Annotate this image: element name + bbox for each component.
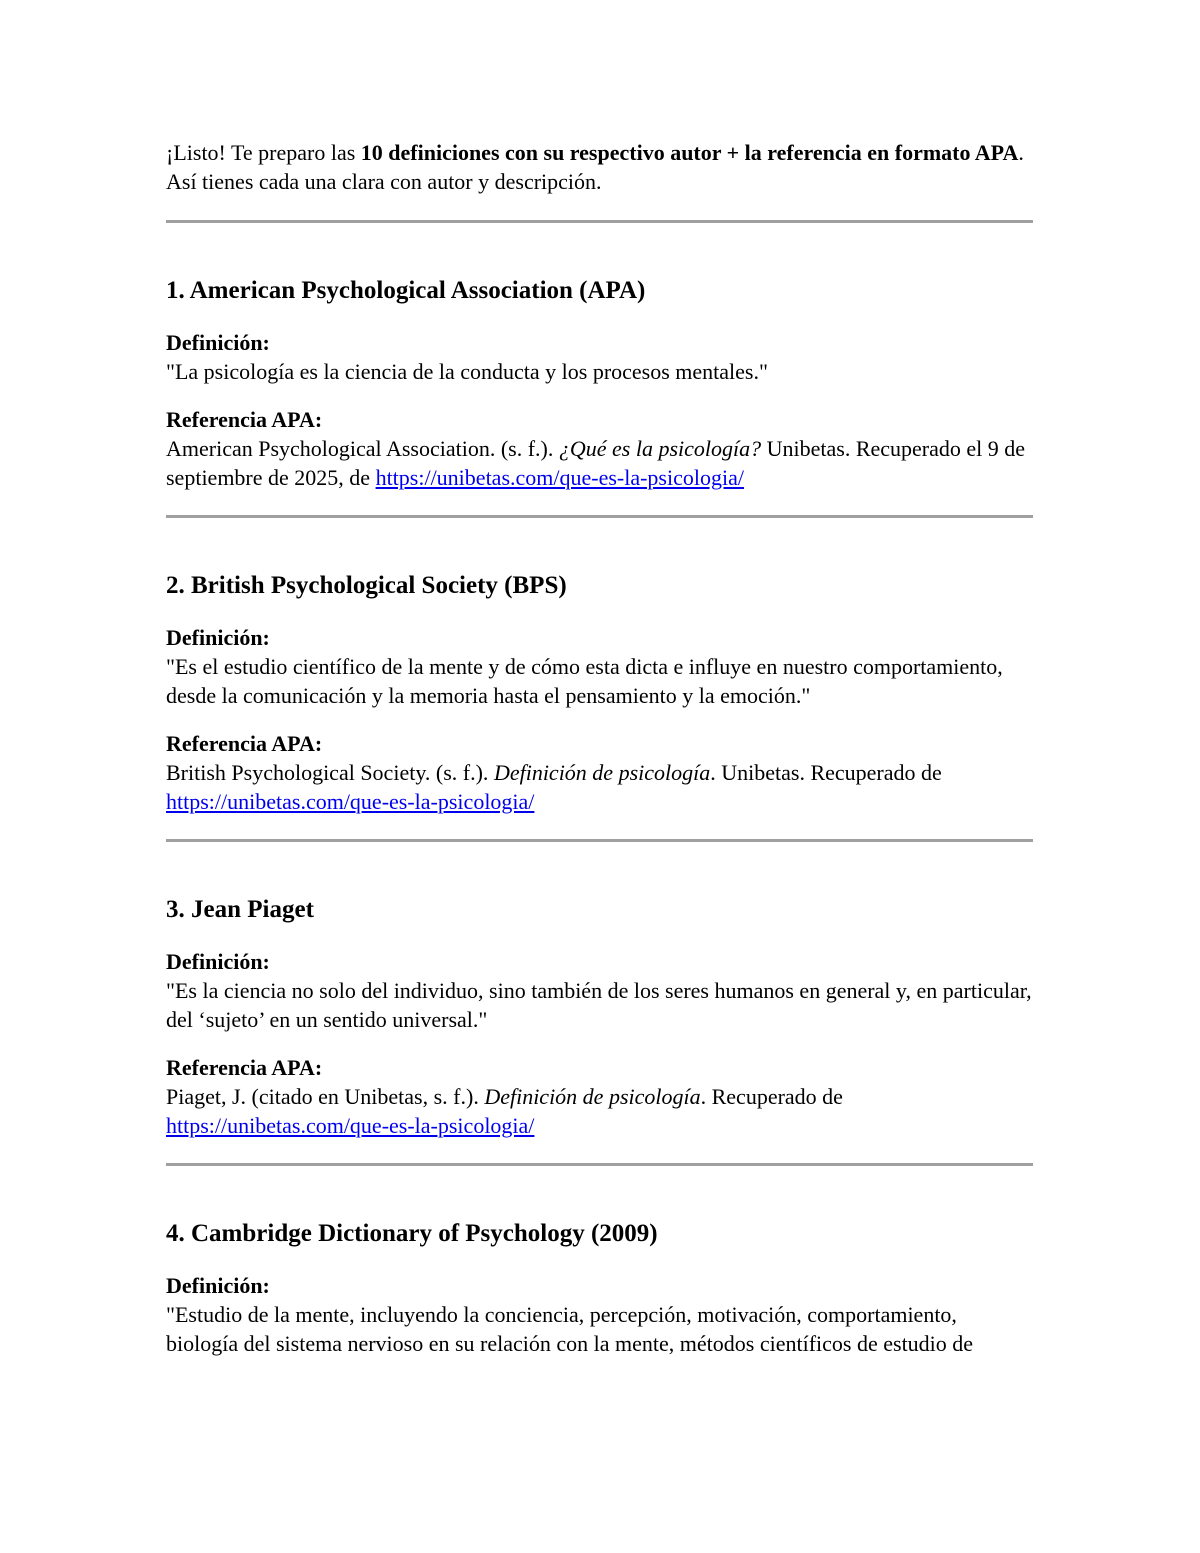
- horizontal-divider: [166, 220, 1033, 223]
- definition-section: [166, 275, 1033, 518]
- reference-authors: American Psychological Association. (s. f.).: [166, 436, 559, 461]
- definition-label: Definición:: [166, 949, 270, 974]
- horizontal-divider: [166, 839, 1033, 842]
- section-heading: 3. Jean Piaget: [166, 896, 314, 923]
- reference-title: Definición de psicología: [484, 1084, 701, 1109]
- definition-text: "Estudio de la mente, incluyendo la conciencia, percepción, motivación, comportamiento, biología del sistema nervioso en su relación con la mente, métodos científicos de estudio de: [166, 1302, 974, 1356]
- intro-bold-text: 10 definiciones con su respectivo autor + la referencia en formato APA: [360, 140, 1019, 165]
- reference-title: Definición de psicología: [493, 760, 711, 785]
- definition-section: [166, 894, 1033, 1166]
- definition-text: "Es el estudio científico de la mente y de cómo esta dicta e influye en nuestro comportamiento, desde la comunicación y la memoria hasta el pensamiento y la emoción.": [166, 654, 1003, 708]
- reference-title: ¿Qué es la psicología?: [558, 436, 762, 461]
- reference-label: Referencia APA:: [166, 407, 323, 432]
- reference-source: Unibetas. Recuperado el 9 de septiembre de 2025, de: [166, 436, 1026, 490]
- intro-paragraph: [166, 138, 1033, 196]
- definition-label: Definición:: [166, 330, 270, 355]
- reference-label: Referencia APA:: [166, 1055, 323, 1080]
- definition-label: Definición:: [166, 1273, 270, 1298]
- reference-text: [166, 434, 1033, 492]
- reference-link[interactable]: https://unibetas.com/que-es-la-psicologia/: [375, 465, 744, 490]
- reference-link[interactable]: https://unibetas.com/que-es-la-psicologia/: [166, 789, 535, 814]
- reference-text: [166, 1082, 1033, 1140]
- reference-authors: British Psychological Society. (s. f.).: [166, 760, 494, 785]
- reference-label: Referencia APA:: [166, 731, 323, 756]
- definition-label: Definición:: [166, 625, 270, 650]
- horizontal-divider: [166, 1163, 1033, 1166]
- reference-text: [166, 758, 1033, 816]
- horizontal-divider: [166, 515, 1033, 518]
- definition-text: "Es la ciencia no solo del individuo, sino también de los seres humanos en general y, en particular, del ‘sujeto’ en un sentido universal.": [166, 978, 1032, 1032]
- definition-section: [166, 570, 1033, 842]
- section-heading: 2. British Psychological Society (BPS): [166, 572, 567, 599]
- intro-text-end: . Así tienes cada una clara con autor y descripción.: [166, 140, 1024, 194]
- section-heading: 1. American Psychological Association (APA): [166, 277, 646, 304]
- intro-text-start: ¡Listo! Te preparo las: [166, 140, 361, 165]
- reference-source: . Unibetas. Recuperado de: [710, 760, 942, 785]
- reference-authors: Piaget, J. (citado en Unibetas, s. f.).: [166, 1084, 485, 1109]
- reference-source: . Recuperado de: [700, 1084, 843, 1109]
- reference-link[interactable]: https://unibetas.com/que-es-la-psicologia/: [166, 1113, 535, 1138]
- definition-text: "La psicología es la ciencia de la conducta y los procesos mentales.": [166, 359, 768, 384]
- definition-section: [166, 1218, 1033, 1358]
- section-heading: 4. Cambridge Dictionary of Psychology (2009): [166, 1220, 658, 1247]
